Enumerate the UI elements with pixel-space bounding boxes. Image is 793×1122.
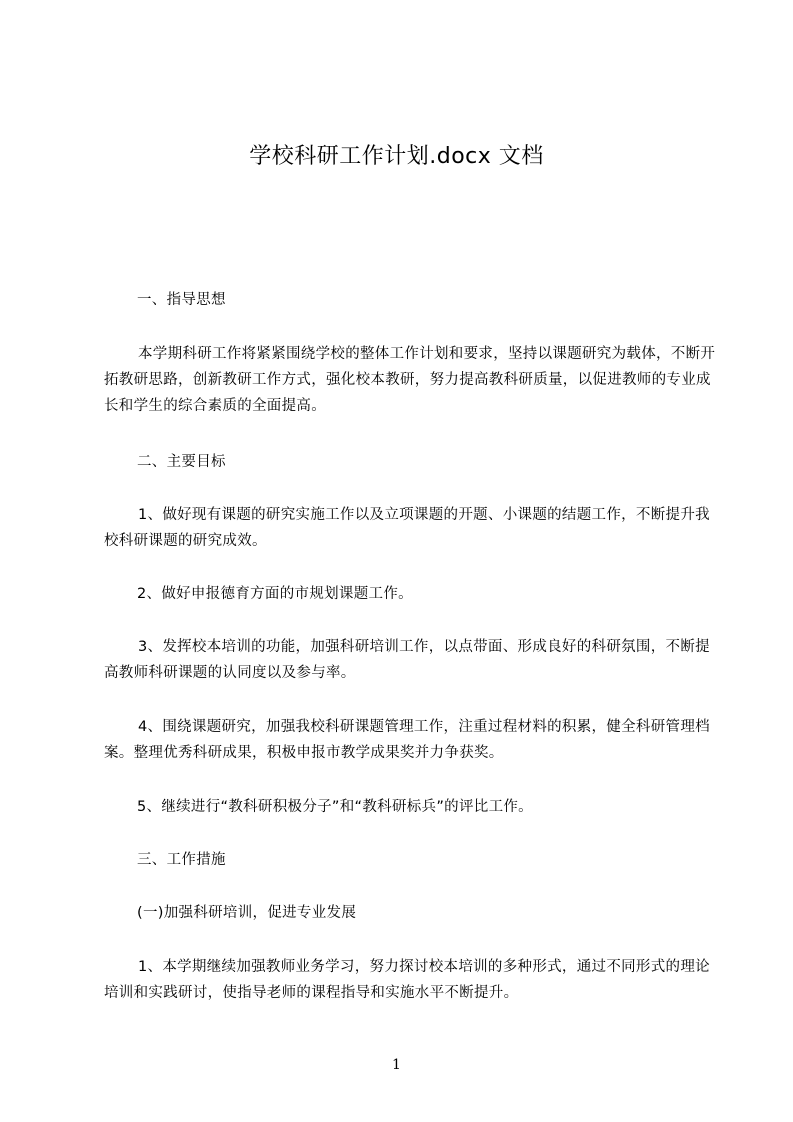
paragraph-guiding-ideology: 本学期科研工作将紧紧围绕学校的整体工作计划和要求，坚持以课题研究为载体，不断开拓教研思路，创新教研工作方式，强化校本教研，努力提高教科研质量，以促进教师的专业成长和学生的综合素质的全面提高。 bbox=[104, 346, 716, 414]
subsection-heading-research-training: (一)加强科研培训，促进专业发展 bbox=[137, 905, 357, 921]
paragraph-goal-3: 3、发挥校本培训的功能，加强科研培训工作，以点带面、形成良好的科研氛围，不断提高教师科研课题的认同度以及参与率。 bbox=[104, 639, 710, 681]
paragraph-measure-1: 1、本学期继续加强教师业务学习，努力探讨校本培训的多种形式，通过不同形式的理论培训和实践研讨，使指导老师的课程指导和实施水平不断提升。 bbox=[104, 959, 710, 1001]
page-number: 1 bbox=[392, 1057, 401, 1073]
document-title: 学校科研工作计划.docx 文档 bbox=[249, 144, 544, 169]
section-heading-main-goals: 二、主要目标 bbox=[137, 454, 226, 470]
paragraph-goal-1: 1、做好现有课题的研究实施工作以及立项课题的开题、小课题的结题工作，不断提升我校科研课题的研究成效。 bbox=[104, 507, 710, 549]
paragraph-goal-2: 2、做好申报德育方面的市规划课题工作。 bbox=[137, 586, 413, 602]
paragraph-goal-5: 5、继续进行“教科研积极分子”和“教科研标兵”的评比工作。 bbox=[137, 799, 533, 815]
section-heading-work-measures: 三、工作措施 bbox=[137, 852, 226, 868]
paragraph-goal-4: 4、围绕课题研究，加强我校科研课题管理工作，注重过程材料的积累，健全科研管理档案。整理优秀科研成果，积极申报市教学成果奖并力争获奖。 bbox=[104, 719, 710, 761]
section-heading-guiding-ideology: 一、指导思想 bbox=[137, 292, 226, 308]
